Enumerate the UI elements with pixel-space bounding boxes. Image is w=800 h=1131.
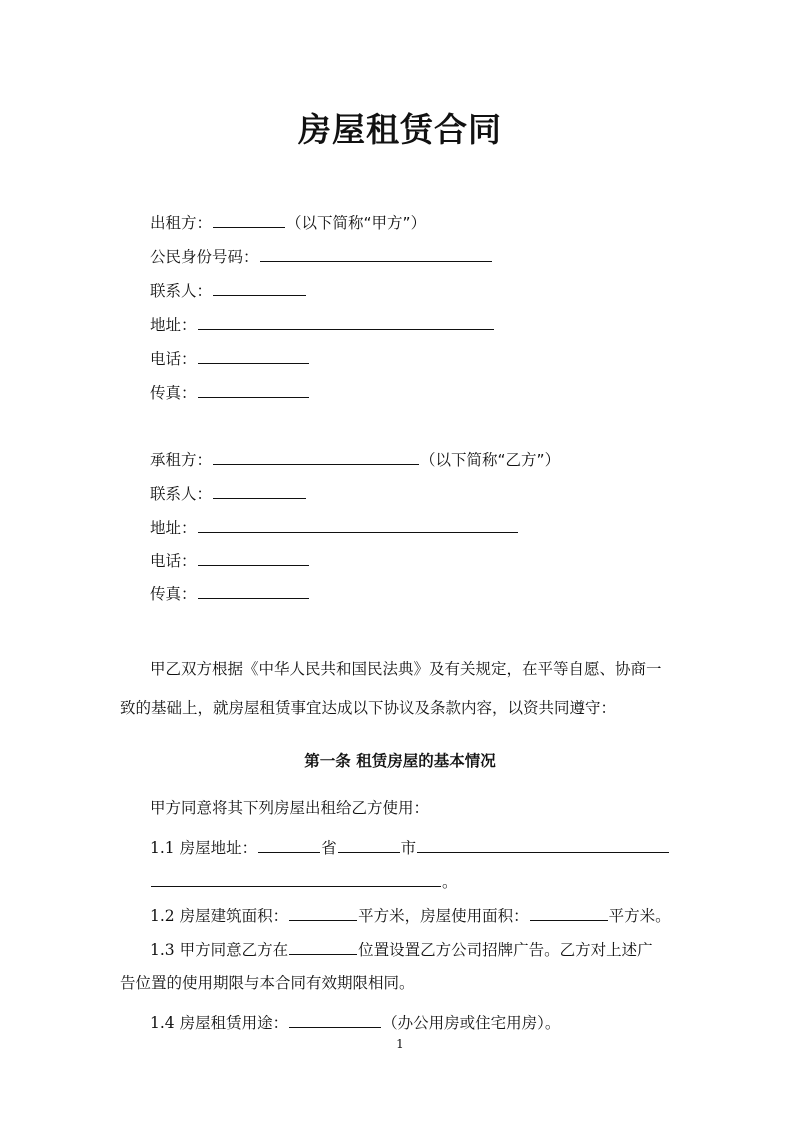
item-1-1-row-2 <box>150 871 458 892</box>
lessor-phone-row <box>150 348 310 369</box>
lessee-name-suffix: （以下简称“乙方”） <box>420 451 561 469</box>
province-label: 省 <box>321 839 337 857</box>
lessee-name-label: 承租方： <box>150 451 213 469</box>
lessor-id-blank[interactable] <box>260 246 492 262</box>
item-1-1-label: 1.1 房屋地址： <box>150 839 258 857</box>
lessee-address-row <box>150 517 519 538</box>
lessor-contact-row <box>150 280 307 301</box>
lessee-name-blank[interactable] <box>213 449 419 465</box>
page-number: 1 <box>396 1037 404 1051</box>
article-1-heading: 第一条 租赁房屋的基本情况 <box>304 752 496 770</box>
lessee-address-blank[interactable] <box>198 517 518 533</box>
usage-blank[interactable] <box>289 1012 381 1028</box>
lessee-name-row <box>150 449 560 470</box>
lessee-contact-row <box>150 483 307 504</box>
lessor-address-blank[interactable] <box>198 314 494 330</box>
lessor-contact-label: 联系人： <box>150 282 213 300</box>
lessor-phone-blank[interactable] <box>198 348 309 364</box>
lessor-id-label: 公民身份号码： <box>150 248 259 266</box>
lessor-id-row <box>150 246 493 267</box>
lessee-address-label: 地址： <box>150 519 197 537</box>
item-1-1-end: 。 <box>442 873 458 891</box>
item-1-4-suffix: （办公用房或住宅用房）。 <box>382 1014 561 1032</box>
item-1-3-suffix: 位置设置乙方公司招牌广告。乙方对上述广 <box>358 941 653 959</box>
lessor-fax-row <box>150 382 310 403</box>
lessee-phone-row <box>150 550 310 571</box>
preamble-line-2: 致的基础上，就房屋租赁事宜达成以下协议及条款内容，以资共同遵守： <box>120 699 617 717</box>
lessor-name-label: 出租方： <box>150 214 213 232</box>
item-1-2-unit-1: 平方米，房屋使用面积： <box>358 907 529 925</box>
lessor-contact-blank[interactable] <box>213 280 306 296</box>
lessor-fax-label: 传真： <box>150 384 197 402</box>
item-1-3-prefix: 1.3 甲方同意乙方在 <box>150 941 289 959</box>
lessor-name-suffix: （以下简称“甲方”） <box>286 214 427 232</box>
lessor-fax-blank[interactable] <box>198 382 309 398</box>
lessor-name-blank[interactable] <box>213 212 285 228</box>
item-1-2-unit-2: 平方米。 <box>608 907 671 925</box>
building-area-blank[interactable] <box>289 905 357 921</box>
item-1-3-row <box>150 939 653 960</box>
article-1-intro: 甲方同意将其下列房屋出租给乙方使用： <box>150 799 430 817</box>
signboard-location-blank[interactable] <box>289 939 357 955</box>
lessee-fax-row <box>150 583 310 604</box>
document-title: 房屋租赁合同 <box>298 110 502 149</box>
lessor-address-label: 地址： <box>150 316 197 334</box>
province-blank[interactable] <box>258 837 320 853</box>
lessee-fax-label: 传真： <box>150 585 197 603</box>
city-blank[interactable] <box>338 837 400 853</box>
address-detail-blank[interactable] <box>417 837 669 853</box>
usable-area-blank[interactable] <box>530 905 608 921</box>
item-1-1-row <box>150 837 670 858</box>
preamble-line-1: 甲乙双方根据《中华人民共和国民法典》及有关规定，在平等自愿、协商一 <box>150 660 662 678</box>
lessor-name-row <box>150 212 426 233</box>
address-detail-blank-2[interactable] <box>151 871 441 887</box>
item-1-4-label: 1.4 房屋租赁用途： <box>150 1014 289 1032</box>
lessee-phone-label: 电话： <box>150 552 197 570</box>
item-1-4-row <box>150 1012 560 1033</box>
item-1-2-row <box>150 905 671 926</box>
lessee-contact-label: 联系人： <box>150 485 213 503</box>
item-1-3-line-2: 告位置的使用期限与本合同有效期限相同。 <box>120 974 415 992</box>
item-1-2-label: 1.2 房屋建筑面积： <box>150 907 289 925</box>
lessee-phone-blank[interactable] <box>198 550 309 566</box>
lessee-fax-blank[interactable] <box>198 583 309 599</box>
lessee-contact-blank[interactable] <box>213 483 306 499</box>
lessor-address-row <box>150 314 495 335</box>
city-label: 市 <box>400 839 417 857</box>
lessor-phone-label: 电话： <box>150 350 197 368</box>
